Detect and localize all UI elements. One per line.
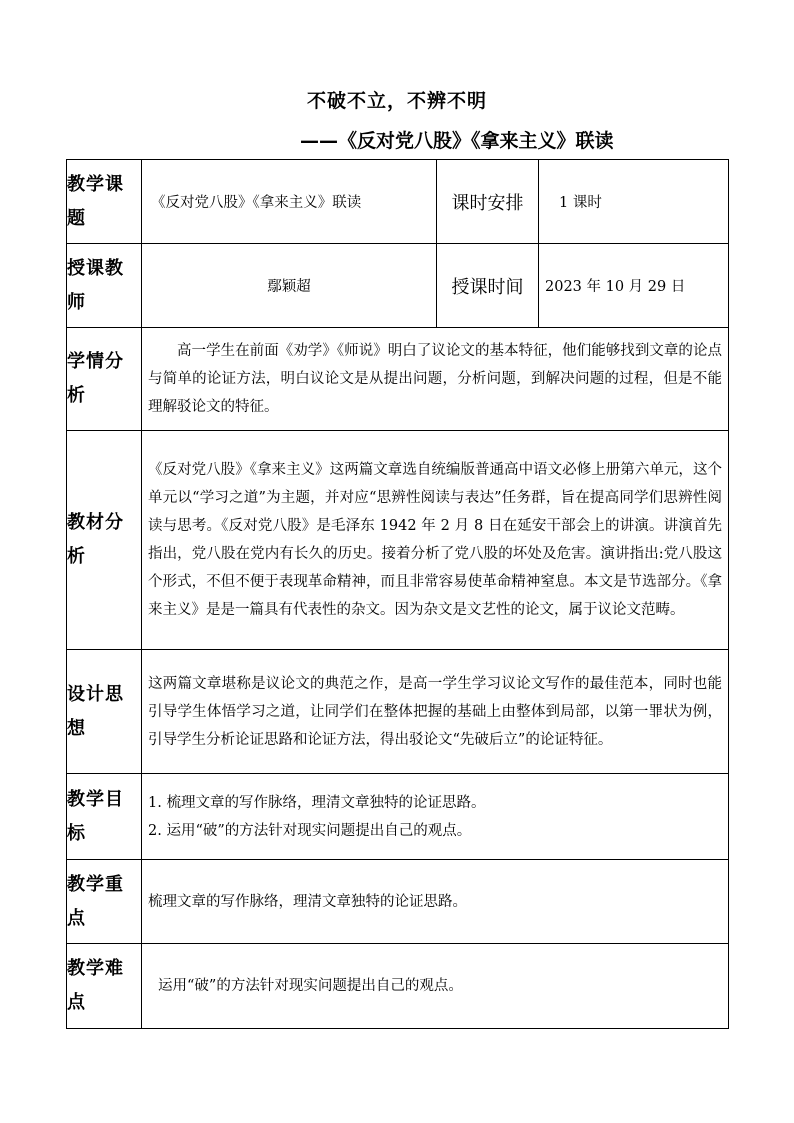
table-row-material-analysis xyxy=(67,431,729,650)
document-subtitle: ——《反对党八股》《拿来主义》联读 xyxy=(300,130,614,152)
objective-item: 1. 梳理文章的写作脉络，理清文章独特的论证思路。 xyxy=(148,794,486,811)
label-difficulties: 教学难点 xyxy=(67,944,142,1029)
lesson-plan-table xyxy=(66,159,729,1029)
value-time: 2023 年 10 月 29 日 xyxy=(539,244,729,328)
table-row-design-idea xyxy=(67,650,729,774)
label-design-idea: 设计思想 xyxy=(67,650,142,774)
label-learner-analysis: 学情分析 xyxy=(67,328,142,431)
label-objectives: 教学目标 xyxy=(67,774,142,860)
table-row-objectives xyxy=(67,774,729,860)
document-title: 不破不立，不辨不明 xyxy=(306,90,487,112)
table-row-teacher xyxy=(67,244,729,328)
table-row-topic xyxy=(67,160,729,244)
label-topic: 教学课题 xyxy=(67,160,142,244)
value-topic: 《反对党八股》《拿来主义》联读 xyxy=(142,160,437,244)
label-key-points: 教学重点 xyxy=(67,860,142,944)
value-schedule: 1 课时 xyxy=(539,160,729,244)
value-teacher: 鄢颖超 xyxy=(142,244,437,328)
difficulties-text: 运用“破”的方法针对现实问题提出自己的观点。 xyxy=(158,978,463,994)
learner-analysis-text: 高一学生在前面《劝学》《师说》明白了议论文的基本特征，他们能够找到文章的论点与简单的论证方法，明白议论文是从提出问题，分析问题，到解决问题的过程，但是不能理解驳论文的特征。 xyxy=(148,343,722,415)
material-analysis-text: 《反对党八股》《拿来主义》这两篇文章选自统编版普通高中语文必修上册第六单元，这个单元以“学习之道”为主题，并对应“思辨性阅读与表达”任务群，旨在提高同学们思辨性阅读与思考。《反对党八股》是毛泽东 1942 年 2 月 8 日在延安干部会上的讲演。讲演首先指出，党八股在党内有长久的历史。接着分析了党八股的坏处及危害。演讲指出:党八股这个形式，不但不便于表现革命精神，而且非常容易使革命精神窒息。本文是节选部分。《拿来主义》是是一篇具有代表性的杂文。因为杂文是文艺性的论文，属于议论文范畴。 xyxy=(148,462,722,618)
objective-item: 2. 运用“破”的方法针对现实问题提出自己的观点。 xyxy=(148,822,472,839)
table-row-difficulties xyxy=(67,944,729,1029)
label-schedule: 课时安排 xyxy=(437,160,539,244)
label-material-analysis: 教材分析 xyxy=(67,431,142,650)
label-teacher: 授课教师 xyxy=(67,244,142,328)
table-row-learner-analysis xyxy=(67,328,729,431)
label-time: 授课时间 xyxy=(437,244,539,328)
design-idea-text: 这两篇文章堪称是议论文的典范之作，是高一学生学习议论文写作的最佳范本，同时也能引导学生体悟学习之道，让同学们在整体把握的基础上由整体到局部，以第一罪状为例，引导学生分析论证思路和论证方法，得出驳论文“先破后立”的论证特征。 xyxy=(148,675,722,748)
table-row-key-points xyxy=(67,860,729,944)
key-points-text: 梳理文章的写作脉络，理清文章独特的论证思路。 xyxy=(148,893,467,910)
